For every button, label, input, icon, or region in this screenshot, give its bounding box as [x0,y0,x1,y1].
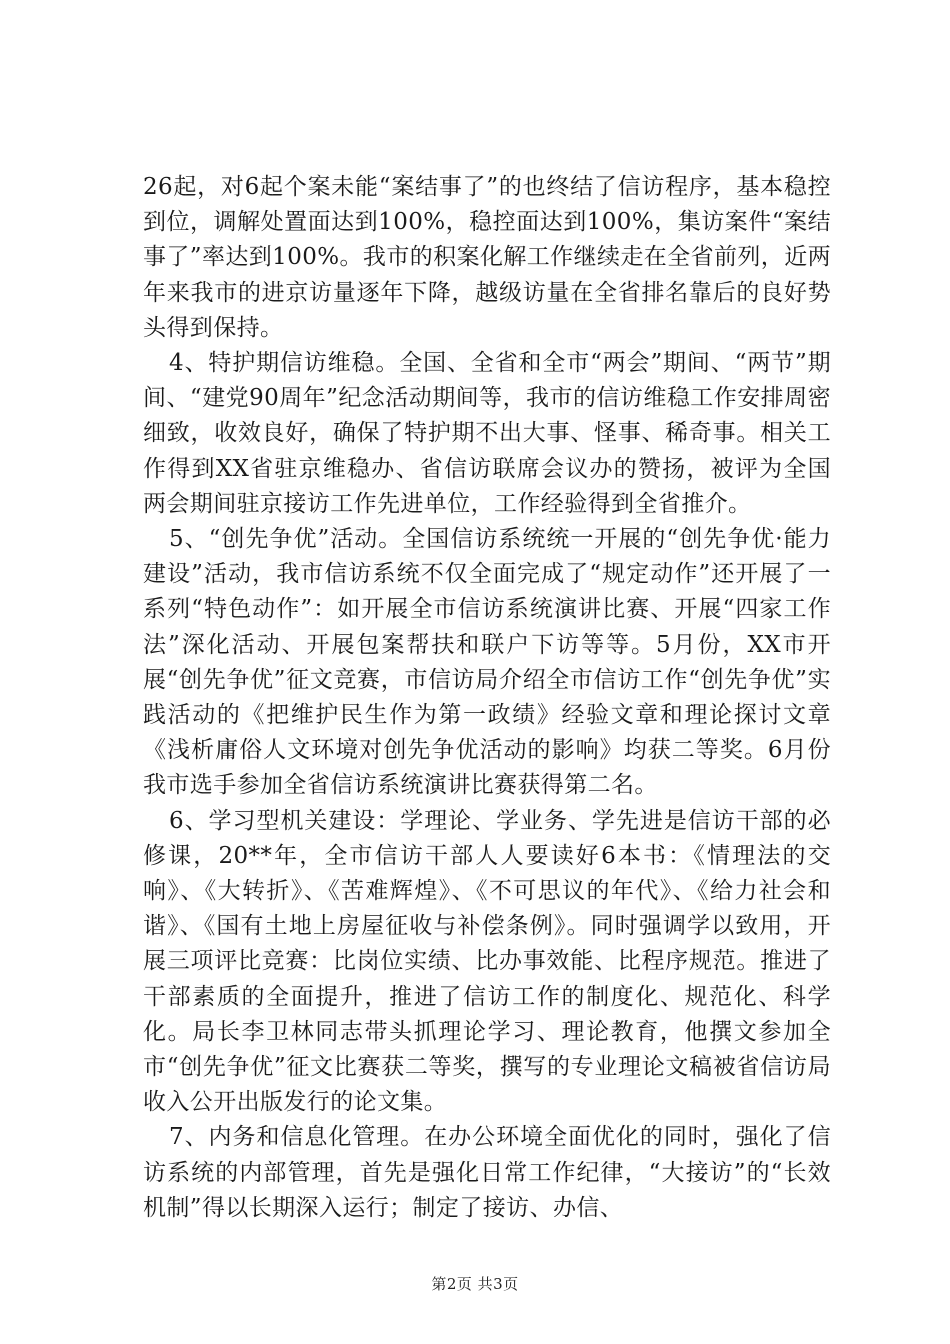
page-number-footer: 第2页 共3页 [431,1275,519,1293]
paragraph-2: 4、特护期信访维稳。全国、全省和全市“两会”期间、“两节”期间、“建党90周年”纪念活动期间等，我市的信访维稳工作安排周密细致，收效良好，确保了特护期不出大事、怪事、稀奇事。相关工作得到XX省驻京维稳办、省信访联席会议办的赞扬，被评为全国两会期间驻京接访工作先进单位，工作经验得到全省推介。 [143,350,831,517]
paragraph-3: 5、“创先争优”活动。全国信访系统统一开展的“创先争优·能力建设”活动，我市信访系统不仅全面完成了“规定动作”还开展了一系列“特色动作”：如开展全市信访系统演讲比赛、开展“四家工作法”深化活动、开展包案帮扶和联户下访等等。5月份，XX市开展“创先争优”征文竞赛，市信访局介绍全市信访工作“创先争优”实践活动的《把维护民生作为第一政绩》经验文章和理论探讨文章《浅析庸俗人文环境对创先争优活动的影响》均获二等奖。6月份我市选手参加全省信访系统演讲比赛获得第二名。 [143,526,831,799]
document-body [143,170,831,1226]
paragraph-1: 26起，对6起个案未能“案结事了”的也终结了信访程序，基本稳控到位，调解处置面达到100%，稳控面达到100%，集访案件“案结事了”率达到100%。我市的积案化解工作继续走在全省前列，近两年来我市的进京访量逐年下降，越级访量在全省排名靠后的良好势头得到保持。 [143,174,831,341]
paragraph-5: 7、内务和信息化管理。在办公环境全面优化的同时，强化了信访系统的内部管理，首先是强化日常工作纪律，“大接访”的“长效机制”得以长期深入运行；制定了接访、办信、 [143,1124,831,1221]
paragraph-4: 6、学习型机关建设：学理论、学业务、学先进是信访干部的必修课，20**年，全市信访干部人人要读好6本书：《情理法的交响》、《大转折》、《苦难辉煌》、《不可思议的年代》、《给力社会和谐》、《国有土地上房屋征收与补偿条例》。同时强调学以致用，开展三项评比竞赛：比岗位实绩、比办事效能、比程序规范。推进了干部素质的全面提升，推进了信访工作的制度化、规范化、科学化。局长李卫林同志带头抓理论学习、理论教育，他撰文参加全市“创先争优”征文比赛获二等奖，撰写的专业理论文稿被省信访局收入公开出版发行的论文集。 [143,807,831,1116]
